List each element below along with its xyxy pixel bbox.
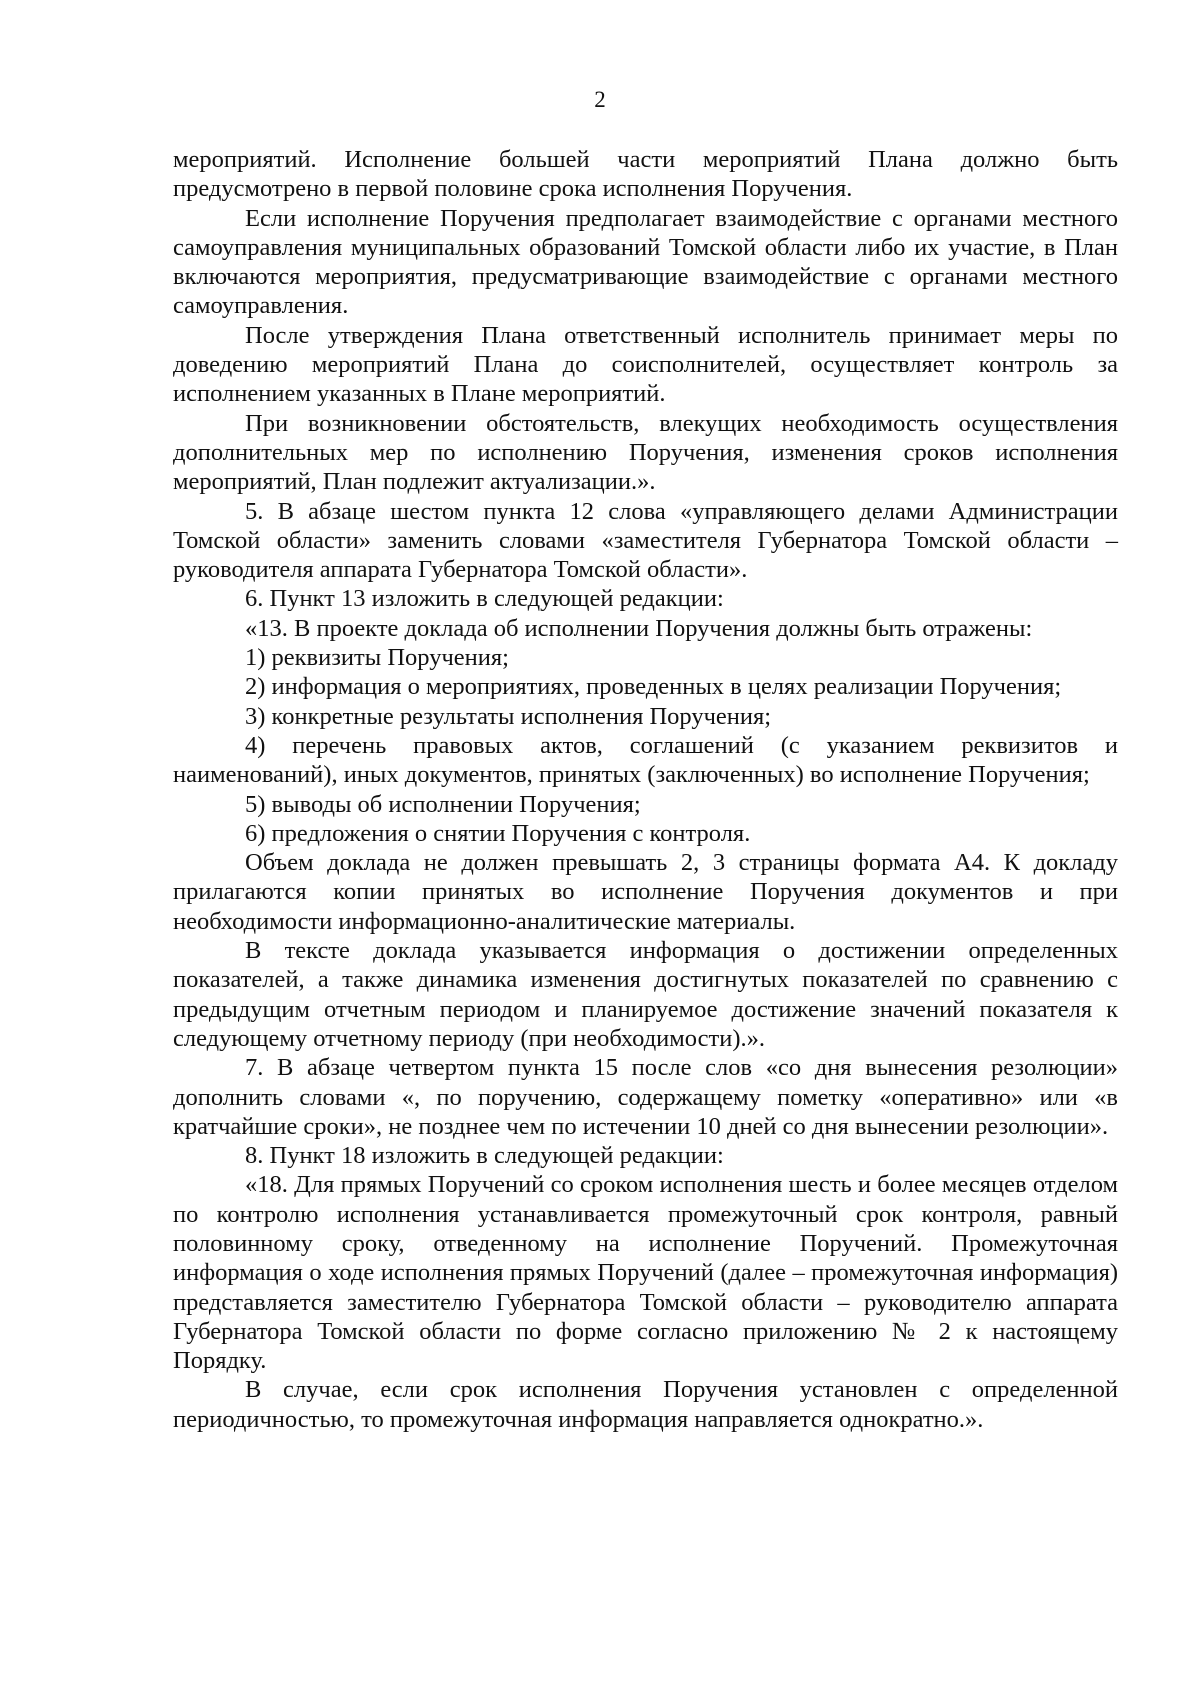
list-item: 5) выводы об исполнении Поручения; bbox=[245, 790, 641, 818]
paragraph: При возникновении обстоятельств, влекущих необходимость осуществления дополнительных мер по исполнению Поручения, изменения сроков исполнения мероприятий, План подлежит актуализации.». bbox=[173, 409, 1118, 496]
paragraph: «13. В проекте доклада об исполнении Поручения должны быть отражены: bbox=[245, 614, 1033, 642]
paragraph: 7. В абзаце четвертом пункта 15 после слов «со дня вынесения резолюции» дополнить словами «, по поручению, содержащему пометку «оперативно» или «в кратчайшие сроки», не позднее чем по истечении 10 дней со дня вынесении резолюции». bbox=[173, 1054, 1118, 1140]
paragraph: В тексте доклада указывается информация о достижении определенных показателей, а также динамика изменения достигнутых показателей по сравнению с предыдущим отчетным периодом и планируемое достижение значений показателя к следующему отчетному периоду (при необходимости).». bbox=[173, 937, 1118, 1052]
page-number: 2 bbox=[594, 87, 606, 112]
list-item: 4) перечень правовых актов, соглашений (с указанием реквизитов и наименований), иных документов, принятых (заключенных) во исполнение Поручения; bbox=[173, 731, 1118, 789]
paragraph: 5. В абзаце шестом пункта 12 слова «управляющего делами Администрации Томской области» заменить словами «заместителя Губернатора Томской области – руководителя аппарата Губернатора Томской области». bbox=[173, 497, 1118, 584]
paragraph: Объем доклада не должен превышать 2, 3 страницы формата А4. К докладу прилагаются копии принятых во исполнение Поручения документов и при необходимости информационно-аналитические материалы. bbox=[173, 849, 1118, 935]
paragraph: мероприятий. Исполнение большей части мероприятий Плана должно быть предусмотрено в первой половине срока исполнения Поручения. bbox=[173, 146, 1118, 203]
list-item: 2) информация о мероприятиях, проведенных в целях реализации Поручения; bbox=[245, 673, 1062, 701]
paragraph: «18. Для прямых Поручений со сроком исполнения шесть и более месяцев отделом по контролю исполнения устанавливается промежуточный срок контроля, равный половинному сроку, отведенному на исполнение Поручений. Промежуточная информация о ходе исполнения прямых Поручений (далее – промежуточная информация) представляется заместителю Губернатора Томской области – руководителю аппарата Губернатора Томской области по форме согласно приложению № 2 к настоящему Порядку. bbox=[173, 1171, 1118, 1375]
paragraph: 6. Пункт 13 изложить в следующей редакции: bbox=[245, 585, 724, 613]
paragraph: 8. Пункт 18 изложить в следующей редакции: bbox=[245, 1142, 724, 1170]
list-item: 1) реквизиты Поручения; bbox=[245, 644, 509, 672]
paragraph: После утверждения Плана ответственный исполнитель принимает меры по доведению мероприятий Плана до соисполнителей, осуществляет контроль за исполнением указанных в Плане мероприятий. bbox=[173, 321, 1118, 408]
paragraph: В случае, если срок исполнения Поручения установлен с определенной периодичностью, то промежуточная информация направляется однократно.». bbox=[173, 1376, 1118, 1433]
paragraph: Если исполнение Поручения предполагает взаимодействие с органами местного самоуправления муниципальных образований Томской области либо их участие, в План включаются мероприятия, предусматривающие взаимодействие с органами местного самоуправления. bbox=[173, 204, 1118, 320]
document-body bbox=[173, 145, 1118, 1434]
list-item: 6) предложения о снятии Поручения с контроля. bbox=[245, 819, 751, 847]
list-item: 3) конкретные результаты исполнения Поручения; bbox=[245, 702, 772, 730]
